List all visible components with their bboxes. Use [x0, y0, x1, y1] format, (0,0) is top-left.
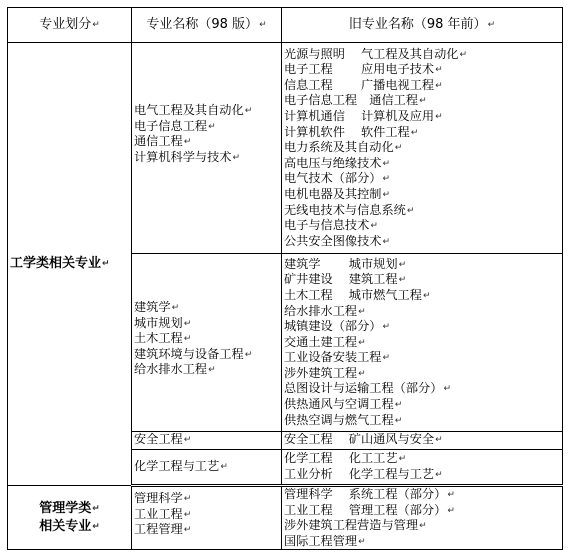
- new-major-chemical: 化学工程与工艺↵: [132, 450, 282, 486]
- old-majors-electrical: 光源与照明 气工程及其自动化↵ 电子工程 应用电子技术↵ 信息工程 广播电视工程↵ 电子信息工程 通信工程↵ 计算机通信 计算机及应用↵ 计算机软件 软件工程↵ 电力系统及其自动化↵ 高电压与绝缘技术↵ 电气技术（部分）↵ 电机电器及其控制↵ 无线电技术与信息系统↵ 电子与信息技术↵ 公共安全图像技术↵: [282, 43, 563, 254]
- old-majors-civil: 建筑学 城市规划↵ 矿井建设 建筑工程↵ 土木工程 城市燃气工程↵ 给水排水工程↵ 城镇建设（部分）↵ 交通土建工程↵ 工业设备安装工程↵ 涉外建筑工程↵ 总图设计与运输工程（部分）↵ 供热通风与空调工程↵ 供热空调与燃气工程↵: [282, 254, 563, 432]
- header-old-name: 旧专业名称（98 年前）↵: [282, 8, 563, 43]
- major-comparison-table: [7, 7, 563, 550]
- header-row: [8, 8, 563, 43]
- new-majors-management: 管理科学↵ 工业工程↵ 工程管理↵: [132, 486, 282, 550]
- old-majors-chemical: 化学工程 化工工艺↵ 工业分析 化学工程与工艺↵: [282, 450, 563, 486]
- new-majors-electrical: 电气工程及其自动化↵ 电子信息工程↵ 通信工程↵ 计算机科学与技术↵: [132, 43, 282, 254]
- table-row: [8, 43, 563, 254]
- header-category: 专业划分↵: [8, 8, 132, 43]
- new-majors-civil: 建筑学↵ 城市规划↵ 土木工程↵ 建筑环境与设备工程↵ 给水排水工程↵: [132, 254, 282, 432]
- new-major-safety: 安全工程↵: [132, 432, 282, 450]
- category-engineering: 工学类相关专业↵: [8, 43, 132, 486]
- old-majors-safety: 安全工程 矿山通风与安全↵: [282, 432, 563, 450]
- header-new-name: 专业名称（98 版）↵: [132, 8, 282, 43]
- old-majors-management: 管理科学 系统工程（部分）↵ 工业工程 管理工程（部分）↵ 涉外建筑工程营造与管理↵ 国际工程管理↵: [282, 486, 563, 550]
- category-management: 管理学类↵ 相关专业↵: [8, 486, 132, 550]
- table-row: [8, 486, 563, 550]
